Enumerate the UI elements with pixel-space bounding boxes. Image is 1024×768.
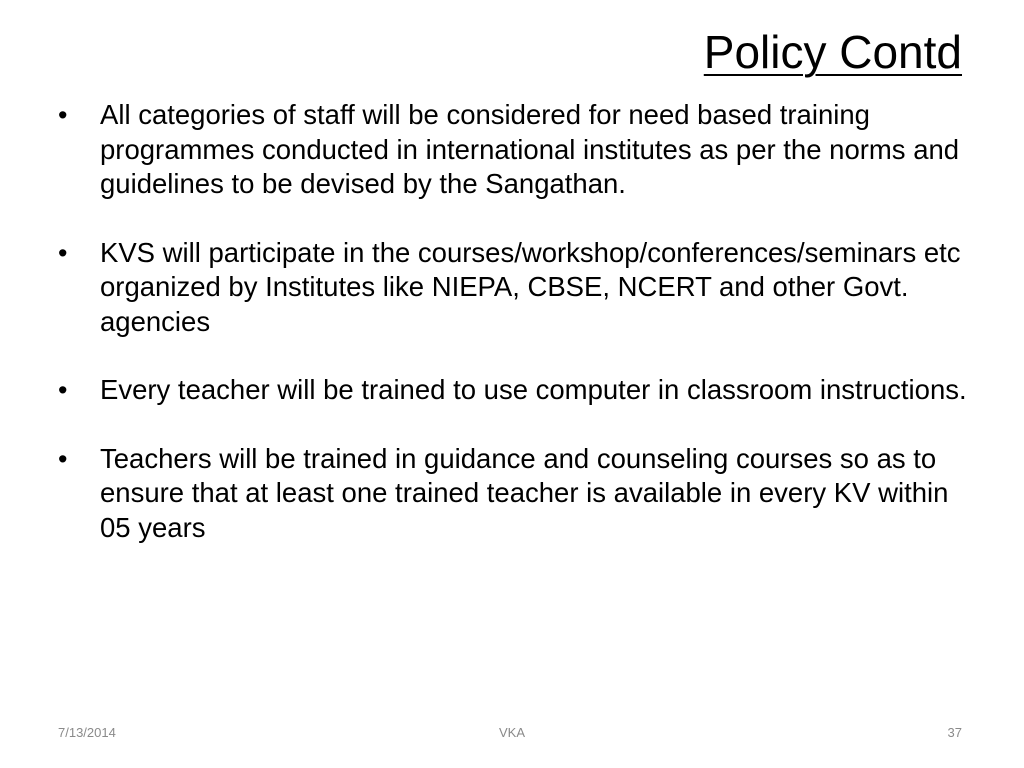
bullet-icon: • [58, 443, 68, 474]
bullet-item [58, 373, 968, 408]
bullet-item [58, 98, 968, 202]
bullet-icon: • [58, 375, 68, 405]
bullet-item [58, 236, 968, 340]
bullet-text: Teachers will be trained in guidance and counseling courses so as to ensure that at least one trained teacher is available in every KV within 05 years [100, 442, 949, 543]
bullet-text: Every teacher will be trained to use computer in classroom instructions. [100, 374, 967, 405]
bullet-list [58, 98, 968, 545]
bullet-text: All categories of staff will be considered for need based training programmes conducted in international institutes as per the norms and guidelines to be devised by the Sangathan. [100, 99, 960, 199]
bullet-icon: • [58, 100, 68, 130]
footer-author: VKA [498, 725, 525, 740]
bullet-item [58, 442, 968, 546]
bullet-icon: • [58, 237, 68, 268]
slide-title: Policy Contd [703, 26, 962, 78]
bullet-text: KVS will participate in the courses/workshop/conferences/seminars etc organized by Institutes like NIEPA, CBSE, NCERT and other Govt. agencies [100, 236, 961, 337]
footer-date: 7/13/2014 [58, 725, 116, 740]
footer-page-number: 37 [947, 725, 962, 740]
